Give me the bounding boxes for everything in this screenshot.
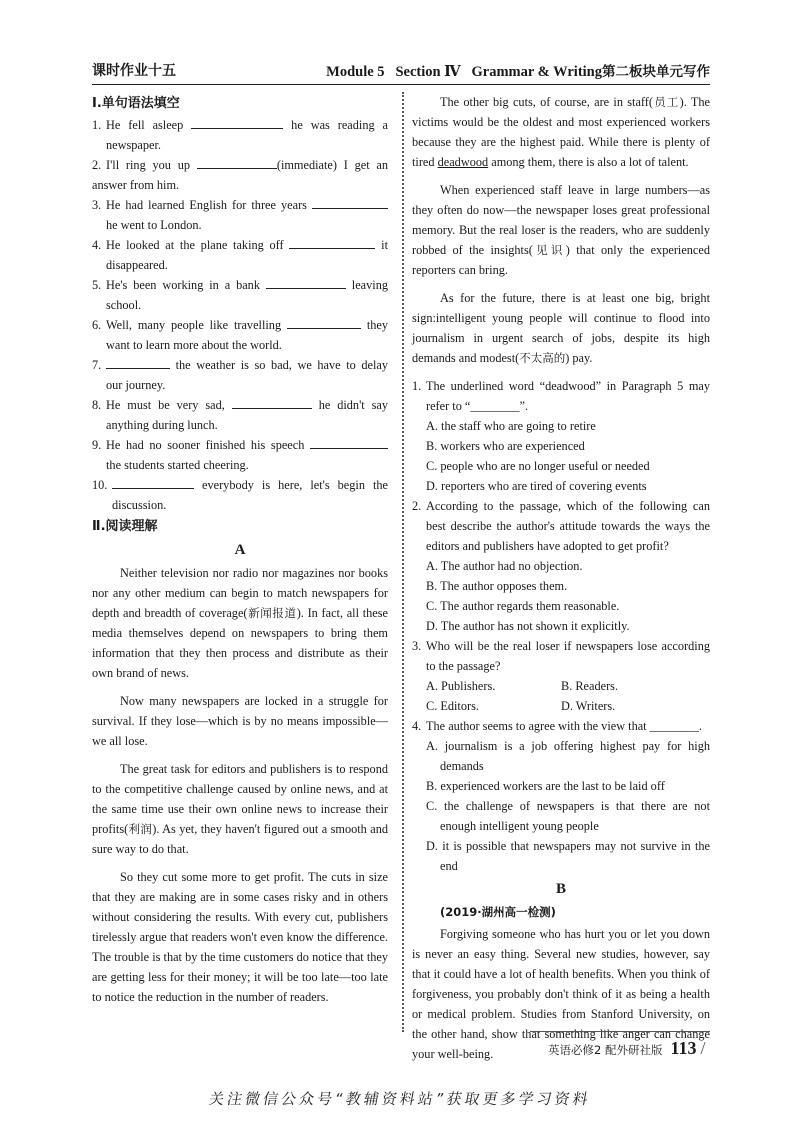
answer-blank[interactable] bbox=[287, 316, 361, 329]
page-number: 113 bbox=[670, 1038, 697, 1058]
grammar-item: 9. He had no sooner finished his speech the students started cheering. bbox=[92, 435, 388, 475]
passage-b-source: (2019·湖州高一检测) bbox=[440, 905, 556, 919]
passage-a-paragraph-1: Neither television nor radio nor magazines nor books nor any other medium can begin to match newspapers for depth and breadth of coverage(新闻报道). In fact, all these media themselves depend on newspapers to bring them information that they then process and distribute as their own brand of news. bbox=[92, 566, 388, 680]
answer-blank[interactable] bbox=[312, 196, 388, 209]
section1-title: Ⅰ.单句语法填空 bbox=[92, 96, 180, 111]
passage-a-paragraph-6: When experienced staff leave in large numbers—as they often do now—the newspaper loses great professional memory. But the real loser is the readers, who are suddenly robbed of the insights(见识) that only the experienced reporters can bring. bbox=[412, 183, 710, 277]
left-column: Ⅰ.单句语法填空 1. He fell asleep he was reading a newspaper. 2. I'll ring you up (immediate) I get an answer from him. 3. He had learned English for three years he went to London. 4. He looked at the plane taking off it disappeared. 5. He's been working in a bank leaving school. 6. Well, many people like travelling they want to learn more about the world. 7. the weather is so bad, we have to delay our journey. 8. He must be very sad, he didn't say anything during lunch. 9. He had no sooner finished his speech the students started cheering. 10. everybody is here, let's begin the discussion. Ⅱ.阅读理解 A Neither television nor radio nor magazines nor books nor any other medium can begin to match newspapers for depth and breadth of coverage(新闻报道). In fact, all these media themselves depend on newspapers to bring them information that they then process and distribute as their own brand of news. Now many newspapers are locked in a struggle for survival. If they lose—which is by no means impossible—we all lose. The great task for editors and publishers is to respond to the competitive challenge caused by online news, and at the same time use their own online news to increase their profits(利润). As yet, they haven't figured out a smooth and sure way to do that. So they cut some more to get profit. The cuts in size that they are making are in some cases risky and in others without considering the results. With every cut, publishers tirelessly argue that readers won't even know the difference. The trouble is that by the time customers do notice that they are getting less for their money; it will be too late—too late to notice the reduction in the number of readers. bbox=[92, 92, 388, 1015]
right-column bbox=[412, 92, 710, 1072]
grammar-item: 3. He had learned English for three years he went to London. bbox=[92, 195, 388, 235]
answer-option[interactable]: D. it is possible that newspapers may not survive in the end bbox=[426, 839, 710, 873]
passage-a-paragraph-2: Now many newspapers are locked in a struggle for survival. If they lose—which is by no means impossible—we all lose. bbox=[92, 694, 388, 748]
module-heading bbox=[326, 60, 710, 81]
question-stem: Who will be the real loser if newspapers lose according to the passage? bbox=[426, 639, 710, 673]
answer-option[interactable]: C. The author regards them reasonable. bbox=[426, 599, 620, 613]
column-divider bbox=[402, 92, 404, 1032]
grammar-item: 4. He looked at the plane taking off it disappeared. bbox=[92, 238, 388, 272]
answer-option[interactable]: B. workers who are experienced bbox=[426, 439, 585, 453]
underlined-word: deadwood bbox=[437, 155, 489, 169]
passage-b-title: B bbox=[555, 881, 566, 897]
answer-blank[interactable] bbox=[191, 116, 283, 129]
passage-b-paragraph-1: Forgiving someone who has hurt you or let you down is never an easy thing. Several new studies, however, say that it could have a lot of health benefits. When you think of forgiveness, you probably don't think of it as being a health or medical problem. Studies from Stanford University, on the other hand, show that something like anger can change your well-being. bbox=[412, 927, 710, 1061]
grammar-item: 5. He's been working in a bank leaving school. bbox=[92, 278, 388, 312]
question-1: 1. The underlined word “deadwood” in Paragraph 5 may refer to “________”. A. the staff who are going to retire B. workers who are experienced C. people who are no longer useful or needed D. reporters who are tired of covering events bbox=[412, 376, 710, 496]
question-stem: The underlined word “deadwood” in Paragraph 5 may refer to “________”. bbox=[426, 379, 710, 413]
question-3: 3. Who will be the real loser if newspapers lose according to the passage? A. Publishers. B. Readers. C. Editors. D. Writers. bbox=[412, 636, 710, 716]
grammar-item: 1. He fell asleep he was reading a newspaper. bbox=[92, 118, 388, 152]
question-4: 4. The author seems to agree with the view that ________. A. journalism is a job offering highest pay for high demands B. experienced workers are the last to be laid off C. the challenge of newspapers is that there are not enough intelligent young people D. it is possible that newspapers may not survive in the end bbox=[412, 716, 710, 876]
grammar-item: 8. He must be very sad, he didn't say anything during lunch. bbox=[92, 398, 389, 432]
answer-option[interactable]: B. experienced workers are the last to be laid off bbox=[426, 779, 665, 793]
answer-option[interactable]: B. The author opposes them. bbox=[426, 579, 568, 593]
grammar-item: 7. the weather is so bad, we have to delay our journey. bbox=[92, 358, 388, 392]
grammar-item: 2. I'll ring you up (immediate) I get an bbox=[92, 158, 389, 172]
grammar-item: 6. Well, many people like travelling they want to learn more about the world. bbox=[92, 318, 389, 352]
footer-rule bbox=[530, 1031, 710, 1032]
answer-blank[interactable] bbox=[310, 436, 388, 449]
handwritten-note: 关注微信公众号“教辅资料站”获取更多学习资料 bbox=[207, 1090, 593, 1108]
passage-a-paragraph-4: So they cut some more to get profit. The cuts in size that they are making are in some cases risky and in others without considering the results. With every cut, publishers tirelessly argue that readers won't even know the difference. The trouble is that by the time customers do notice that they are getting less for their money; it will be too late—too late to notice the reduction in the number of readers. bbox=[92, 870, 388, 1004]
answer-blank[interactable] bbox=[266, 276, 346, 289]
answer-option[interactable]: A. Publishers. bbox=[426, 679, 496, 693]
answer-option[interactable]: D. The author has not shown it explicitly. bbox=[426, 619, 630, 633]
topic-label: Grammar & Writing bbox=[471, 64, 602, 80]
section-label: Section Ⅳ bbox=[395, 64, 461, 80]
answer-option[interactable]: D. reporters who are tired of covering events bbox=[426, 479, 647, 493]
question-stem: According to the passage, which of the following can best describe the author's attitude towards the ways the editors and publishers have adopted to get profit? bbox=[426, 499, 710, 553]
page-header bbox=[92, 60, 710, 84]
header-rule bbox=[92, 84, 710, 85]
answer-option[interactable]: D. Writers. bbox=[561, 699, 616, 713]
passage-a-paragraph-7: As for the future, there is at least one big, bright sign:intelligent young people will continue to flood into journalism in urgent search of jobs, despite its high demands and modest(不太高的) pay. bbox=[412, 291, 710, 365]
answer-option[interactable]: C. people who are no longer useful or needed bbox=[426, 459, 650, 473]
answer-blank[interactable] bbox=[197, 156, 277, 169]
answer-option[interactable]: A. journalism is a job offering highest pay for high demands bbox=[426, 739, 710, 773]
question-stem: The author seems to agree with the view that ________. bbox=[426, 719, 702, 733]
answer-blank[interactable] bbox=[112, 476, 194, 489]
answer-option[interactable]: A. The author had no objection. bbox=[426, 559, 583, 573]
answer-option[interactable]: A. the staff who are going to retire bbox=[426, 419, 596, 433]
passage-a-paragraph-5: The other big cuts, of course, are in staff(员工). The victims would be the oldest and most experienced workers because they are the highest paid. While there is plenty of tired deadwood among them, there is also a lot of talent. bbox=[412, 95, 710, 169]
cn-part-label: 第二板块单元写作 bbox=[602, 64, 710, 80]
passage-a-paragraph-3: The great task for editors and publishers is to respond to the competitive challenge caused by online news, and at the same time use their own online news to increase their profits(利润). As yet, they haven't figured out a smooth and sure way to do that. bbox=[92, 762, 388, 856]
module-label: Module 5 bbox=[326, 64, 385, 80]
answer-blank[interactable] bbox=[232, 396, 312, 409]
section2-title: Ⅱ.阅读理解 bbox=[92, 519, 158, 534]
book-edition: 英语必修2 配外研社版 bbox=[548, 1043, 663, 1057]
question-2: 2. According to the passage, which of the following can best describe the author's attitude towards the ways the editors and publishers have adopted to get profit? A. The author had no objection. B. The author opposes them. C. The author regards them reasonable. D. The author has not shown it explicitly. bbox=[412, 496, 710, 636]
footer-slash: / bbox=[700, 1038, 706, 1058]
answer-option[interactable]: B. Readers. bbox=[561, 679, 619, 693]
homework-title: 课时作业十五 bbox=[92, 63, 176, 79]
answer-option[interactable]: C. Editors. bbox=[426, 699, 479, 713]
passage-a-title: A bbox=[234, 542, 246, 558]
page-footer bbox=[548, 1038, 706, 1059]
answer-option[interactable]: C. the challenge of newspapers is that there are not enough intelligent young people bbox=[426, 799, 710, 833]
answer-blank[interactable] bbox=[106, 356, 170, 369]
grammar-item: 10. everybody is here, let's begin the discussion. bbox=[92, 478, 389, 512]
answer-blank[interactable] bbox=[289, 236, 375, 249]
